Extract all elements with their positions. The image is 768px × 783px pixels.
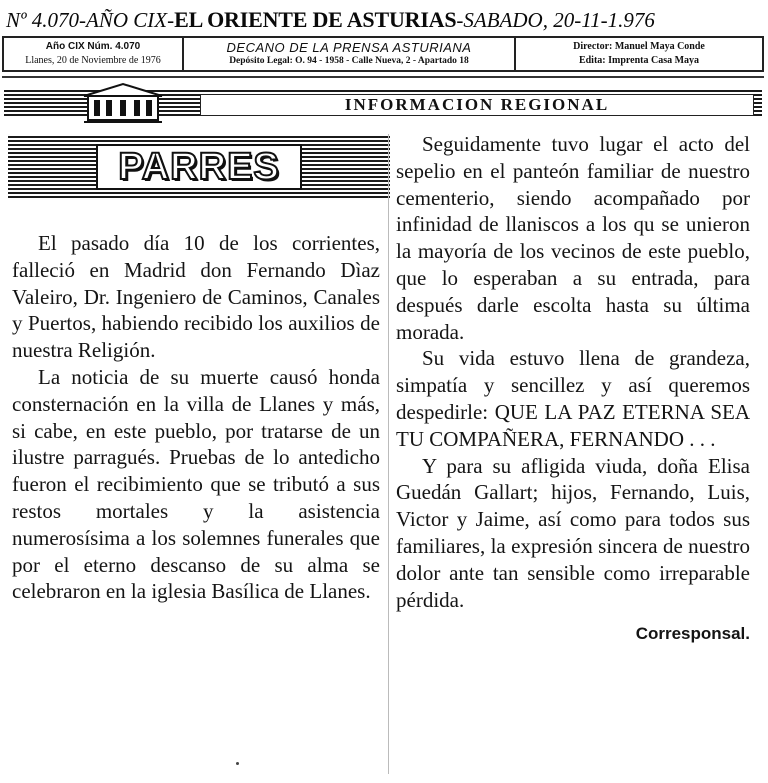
article-paragraph: La noticia de su muerte causó honda consternación en la villa de Llanes y más, si cabe, en este pueblo, por tratarse de un ilustre parragués. Pruebas de lo antedicho fueron el recibimiento que se tributó a sus restos mortales y la asistencia numerosísima a los solemnes funerales que por el eterno descanso de su alma se celebraron en la iglesia Basílica de Llanes. — [12, 364, 380, 604]
masthead — [2, 36, 764, 72]
regional-banner-logo-icon — [80, 82, 166, 124]
masthead-legal-deposit: Depósito Legal: O. 94 - 1958 - Calle Nueva, 2 - Apartado 18 — [229, 56, 469, 66]
article-paragraph: Su vida estuvo llena de grandeza, simpatía y sencillez y así queremos despedirle: QUE LA PAZ ETERNA SEA TU COMPAÑERA, FERNANDO . . . — [396, 346, 750, 451]
masthead-year-number: Año CIX Núm. 4.070 — [45, 41, 141, 52]
issue-number: Nº 4.070-AÑO CIX- — [6, 8, 175, 32]
masthead-place-date: Llanes, 20 de Noviembre de 1976 — [25, 55, 161, 66]
header-rule — [2, 76, 764, 78]
newspaper-name: EL ORIENTE DE ASTURIAS — [174, 7, 457, 32]
issue-header-line — [6, 4, 766, 36]
masthead-staff — [516, 38, 762, 70]
article-column-left — [12, 230, 380, 605]
section-title: INFORMACION REGIONAL — [200, 94, 754, 116]
article-column-right — [396, 131, 750, 648]
masthead-dean-title: DECANO DE LA PRENSA ASTURIANA — [226, 40, 472, 55]
masthead-director: Director: Manuel Maya Conde — [573, 41, 705, 52]
article-signature: Corresponsal. — [635, 624, 750, 644]
print-speck — [236, 762, 239, 765]
article-paragraph: Seguidamente tuvo lugar el acto del sepelio en el panteón familiar de nuestro cementerio, siendo acompañado por infinidad de llaniscos a los qu se unieron la mayoría de los vecinos de este pueblo, que lo esperaban a su entrada, para después darle escolta hasta su última morada. — [396, 132, 750, 344]
issue-date: -SABADO, 20-11-1.976 — [456, 8, 655, 32]
article-paragraph: El pasado día 10 de los corrientes, falleció en Madrid don Fernando Dìaz Valeiro, Dr. Ingeniero de Caminos, Canales y Puertos, habiendo recibido los auxilios de nuestra Religión. — [12, 231, 380, 363]
article-paragraph: Y para su afligida viuda, doña Elisa Guedán Gallart; hijos, Fernando, Luis, Victor y Jaime, así como para todos sus familiares, la expresión sincera de nuestro dolor ante tan sensible como irreparable pérdida. — [396, 453, 750, 612]
section-banner — [4, 82, 762, 126]
masthead-publisher: Edita: Imprenta Casa Maya — [578, 55, 700, 66]
masthead-center — [184, 38, 516, 70]
column-divider — [388, 134, 389, 774]
masthead-issue-info — [4, 38, 184, 70]
article-heading-block — [8, 136, 390, 198]
article-heading: PARRES — [96, 144, 302, 190]
